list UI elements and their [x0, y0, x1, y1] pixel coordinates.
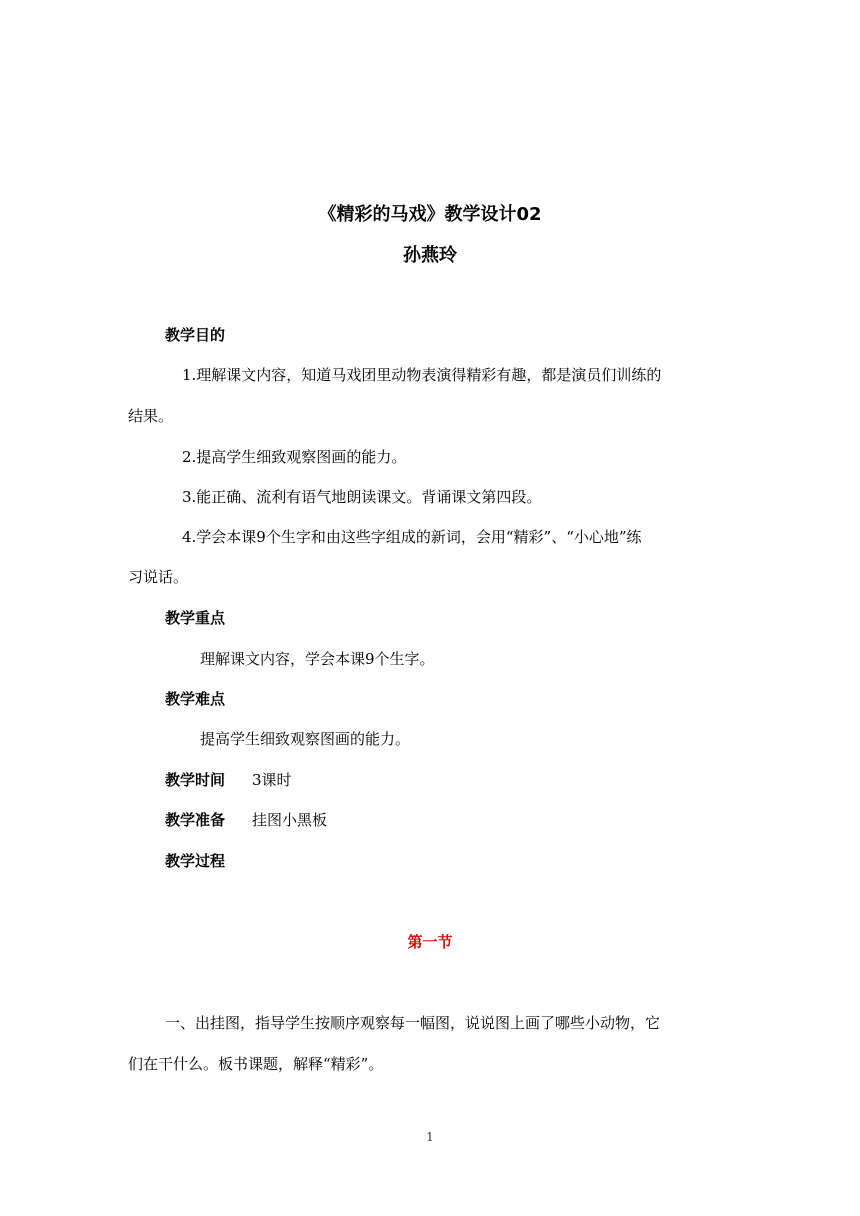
objective-4-line2: 习说话。	[128, 568, 189, 586]
objective-1-line2: 结果。	[128, 407, 174, 425]
prep-heading: 教学准备	[165, 811, 226, 829]
time-heading: 教学时间	[165, 771, 226, 789]
objective-3: 3.能正确、流利有语气地朗读课文。背诵课文第四段。	[182, 488, 542, 506]
difficulties-text: 提高学生细致观察图画的能力。	[200, 730, 411, 748]
step-1-line1: 一、出挂图，指导学生按顺序观察每一幅图，说说图上画了哪些小动物，它	[165, 1014, 661, 1032]
document-author: 孙燕玲	[403, 245, 457, 266]
key-points-text: 理解课文内容，学会本课9个生字。	[200, 650, 435, 668]
prep-text: 挂图小黑板	[252, 811, 328, 829]
difficulties-heading: 教学难点	[165, 690, 226, 708]
first-lesson-heading: 第一节	[407, 933, 453, 951]
objective-1-line1: 1.理解课文内容，知道马戏团里动物表演得精彩有趣，都是演员们训练的	[182, 366, 662, 384]
page-number: 1	[426, 1130, 434, 1144]
objectives-heading: 教学目的	[165, 326, 226, 344]
objective-4-line1: 4.学会本课9个生字和由这些字组成的新词，会用“精彩”、“小心地”练	[182, 528, 642, 546]
time-text: 3课时	[252, 771, 292, 789]
process-heading: 教学过程	[165, 852, 226, 870]
document-title: 《精彩的马戏》教学设计02	[318, 204, 542, 225]
key-points-heading: 教学重点	[165, 609, 226, 627]
objective-2: 2.提高学生细致观察图画的能力。	[182, 448, 407, 466]
step-1-line2: 们在干什么。板书课题，解释“精彩”。	[128, 1055, 384, 1073]
